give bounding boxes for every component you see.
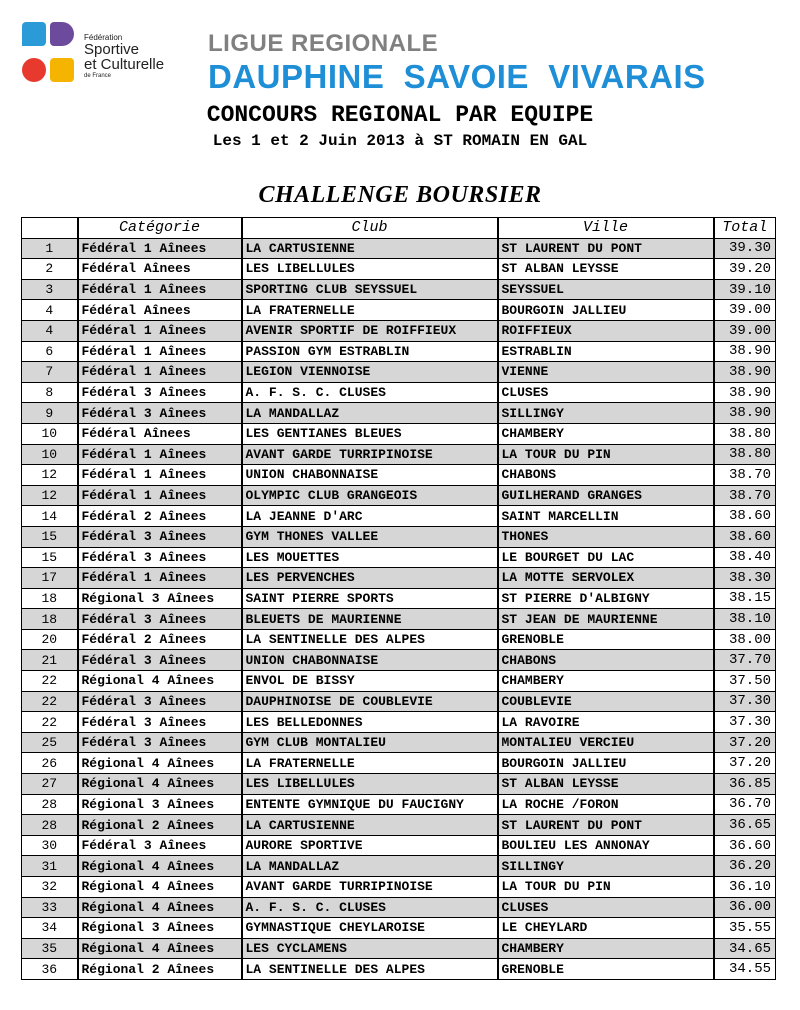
total-cell: 37.20 — [714, 732, 776, 753]
rank-cell: 10 — [22, 444, 78, 465]
rank-cell: 31 — [22, 856, 78, 877]
rank-cell: 18 — [22, 609, 78, 630]
city-cell: ST PIERRE D'ALBIGNY — [498, 588, 714, 609]
table-row — [22, 341, 776, 362]
city-cell: COUBLEVIE — [498, 691, 714, 712]
total-cell: 36.65 — [714, 815, 776, 836]
club-cell: SAINT PIERRE SPORTS — [242, 588, 498, 609]
city-cell: LA RAVOIRE — [498, 712, 714, 733]
club-cell: LA MANDALLAZ — [242, 856, 498, 877]
rank-cell: 4 — [22, 300, 78, 321]
city-cell: SAINT MARCELLIN — [498, 506, 714, 527]
city-cell: LA TOUR DU PIN — [498, 877, 714, 898]
rank-cell: 6 — [22, 341, 78, 362]
rank-cell: 18 — [22, 588, 78, 609]
ligue-title: LIGUE REGIONALE — [208, 30, 439, 57]
category-cell: Fédéral 1 Aînees — [78, 279, 242, 300]
total-cell: 39.20 — [714, 259, 776, 280]
city-cell: LA ROCHE /FORON — [498, 794, 714, 815]
table-row — [22, 650, 776, 671]
total-cell: 34.65 — [714, 938, 776, 959]
category-cell: Régional 4 Aînees — [78, 671, 242, 692]
city-cell: VIENNE — [498, 362, 714, 383]
club-cell: OLYMPIC CLUB GRANGEOIS — [242, 485, 498, 506]
city-cell: THONES — [498, 526, 714, 547]
total-cell: 37.20 — [714, 753, 776, 774]
club-cell: GYMNASTIQUE CHEYLAROISE — [242, 918, 498, 939]
club-cell: DAUPHINOISE DE COUBLEVIE — [242, 691, 498, 712]
total-cell: 38.00 — [714, 629, 776, 650]
rank-cell: 4 — [22, 320, 78, 341]
category-cell: Fédéral 3 Aînees — [78, 835, 242, 856]
city-cell: GRENOBLE — [498, 959, 714, 980]
table-row — [22, 423, 776, 444]
table-row — [22, 279, 776, 300]
city-cell: ST LAURENT DU PONT — [498, 238, 714, 259]
total-cell: 34.55 — [714, 959, 776, 980]
city-cell: ESTRABLIN — [498, 341, 714, 362]
total-cell: 38.80 — [714, 423, 776, 444]
category-cell: Fédéral 1 Aînees — [78, 320, 242, 341]
table-row — [22, 238, 776, 259]
fscf-logo — [22, 22, 202, 102]
club-cell: UNION CHABONNAISE — [242, 465, 498, 486]
column-header-total: Total — [714, 218, 776, 239]
total-cell: 37.50 — [714, 671, 776, 692]
total-cell: 38.70 — [714, 465, 776, 486]
city-cell: ROIFFIEUX — [498, 320, 714, 341]
rank-cell: 14 — [22, 506, 78, 527]
club-cell: LA FRATERNELLE — [242, 753, 498, 774]
city-cell: SILLINGY — [498, 856, 714, 877]
city-cell: LE BOURGET DU LAC — [498, 547, 714, 568]
club-cell: A. F. S. C. CLUSES — [242, 897, 498, 918]
column-header-category: Catégorie — [78, 218, 242, 239]
competition-title: CONCOURS REGIONAL PAR EQUIPE — [206, 102, 594, 128]
category-cell: Fédéral Aînees — [78, 300, 242, 321]
rank-cell: 12 — [22, 465, 78, 486]
category-cell: Régional 4 Aînees — [78, 856, 242, 877]
column-header-rank — [22, 218, 78, 239]
table-row — [22, 609, 776, 630]
total-cell: 38.90 — [714, 403, 776, 424]
city-cell: SILLINGY — [498, 403, 714, 424]
logo-line-2: Sportive — [84, 41, 140, 58]
table-row — [22, 485, 776, 506]
club-cell: PASSION GYM ESTRABLIN — [242, 341, 498, 362]
category-cell: Régional 3 Aînees — [78, 918, 242, 939]
table-row — [22, 732, 776, 753]
table-row — [22, 671, 776, 692]
city-cell: CHAMBERY — [498, 938, 714, 959]
table-row — [22, 526, 776, 547]
club-cell: LES PERVENCHES — [242, 568, 498, 589]
club-cell: BLEUETS DE MAURIENNE — [242, 609, 498, 630]
total-cell: 38.10 — [714, 609, 776, 630]
category-cell: Fédéral 3 Aînees — [78, 609, 242, 630]
category-cell: Fédéral 3 Aînees — [78, 547, 242, 568]
rank-cell: 32 — [22, 877, 78, 898]
total-cell: 37.30 — [714, 712, 776, 733]
table-row — [22, 897, 776, 918]
city-cell: BOURGOIN JALLIEU — [498, 753, 714, 774]
table-row — [22, 506, 776, 527]
rank-cell: 22 — [22, 691, 78, 712]
club-cell: LA CARTUSIENNE — [242, 815, 498, 836]
results-table — [21, 217, 776, 980]
club-cell: UNION CHABONNAISE — [242, 650, 498, 671]
category-cell: Fédéral 1 Aînees — [78, 238, 242, 259]
rank-cell: 28 — [22, 815, 78, 836]
category-cell: Fédéral Aînees — [78, 423, 242, 444]
rank-cell: 3 — [22, 279, 78, 300]
city-cell: BOULIEU LES ANNONAY — [498, 835, 714, 856]
club-cell: ENTENTE GYMNIQUE DU FAUCIGNY — [242, 794, 498, 815]
club-cell: LA SENTINELLE DES ALPES — [242, 629, 498, 650]
city-cell: CHAMBERY — [498, 671, 714, 692]
club-cell: SPORTING CLUB SEYSSUEL — [242, 279, 498, 300]
rank-cell: 8 — [22, 382, 78, 403]
category-cell: Fédéral 3 Aînees — [78, 382, 242, 403]
city-cell: CHAMBERY — [498, 423, 714, 444]
total-cell: 38.60 — [714, 506, 776, 527]
city-cell: CHABONS — [498, 650, 714, 671]
total-cell: 36.10 — [714, 877, 776, 898]
rank-cell: 22 — [22, 712, 78, 733]
total-cell: 36.00 — [714, 897, 776, 918]
rank-cell: 10 — [22, 423, 78, 444]
category-cell: Régional 2 Aînees — [78, 815, 242, 836]
rank-cell: 2 — [22, 259, 78, 280]
competition-dates: Les 1 et 2 Juin 2013 à ST ROMAIN EN GAL — [212, 132, 588, 150]
table-row — [22, 856, 776, 877]
city-cell: CLUSES — [498, 382, 714, 403]
rank-cell: 1 — [22, 238, 78, 259]
table-row — [22, 465, 776, 486]
club-cell: GYM THONES VALLEE — [242, 526, 498, 547]
total-cell: 38.15 — [714, 588, 776, 609]
logo-text — [84, 34, 164, 79]
club-cell: LA SENTINELLE DES ALPES — [242, 959, 498, 980]
city-cell: CHABONS — [498, 465, 714, 486]
total-cell: 38.90 — [714, 382, 776, 403]
challenge-title: CHALLENGE BOURSIER — [258, 182, 542, 208]
table-row — [22, 753, 776, 774]
city-cell: ST LAURENT DU PONT — [498, 815, 714, 836]
table-row — [22, 403, 776, 424]
logo-shape-red — [22, 58, 46, 82]
rank-cell: 20 — [22, 629, 78, 650]
category-cell: Régional 3 Aînees — [78, 794, 242, 815]
total-cell: 37.30 — [714, 691, 776, 712]
table-row — [22, 918, 776, 939]
category-cell: Fédéral 3 Aînees — [78, 650, 242, 671]
category-cell: Fédéral 1 Aînees — [78, 485, 242, 506]
logo-shape-purple — [50, 22, 74, 46]
club-cell: LES LIBELLULES — [242, 774, 498, 795]
total-cell: 38.70 — [714, 485, 776, 506]
club-cell: LA JEANNE D'ARC — [242, 506, 498, 527]
total-cell: 38.90 — [714, 362, 776, 383]
rank-cell: 22 — [22, 671, 78, 692]
club-cell: LES CYCLAMENS — [242, 938, 498, 959]
logo-line-3: et Culturelle — [84, 56, 165, 73]
rank-cell: 36 — [22, 959, 78, 980]
club-cell: AURORE SPORTIVE — [242, 835, 498, 856]
category-cell: Fédéral 1 Aînees — [78, 341, 242, 362]
table-row — [22, 835, 776, 856]
category-cell: Fédéral 1 Aînees — [78, 444, 242, 465]
table-row — [22, 712, 776, 733]
table-row — [22, 959, 776, 980]
logo-shape-yellow — [50, 58, 74, 82]
total-cell: 38.90 — [714, 341, 776, 362]
table-row — [22, 382, 776, 403]
club-cell: LES GENTIANES BLEUES — [242, 423, 498, 444]
category-cell: Régional 3 Aînees — [78, 588, 242, 609]
rank-cell: 33 — [22, 897, 78, 918]
city-cell: MONTALIEU VERCIEU — [498, 732, 714, 753]
category-cell: Fédéral 2 Aînees — [78, 506, 242, 527]
rank-cell: 17 — [22, 568, 78, 589]
city-cell: LE CHEYLARD — [498, 918, 714, 939]
category-cell: Fédéral 3 Aînees — [78, 732, 242, 753]
logo-line-4: de France — [84, 73, 112, 79]
total-cell: 36.85 — [714, 774, 776, 795]
table-header-row — [22, 218, 776, 239]
column-header-club: Club — [242, 218, 498, 239]
table-row — [22, 300, 776, 321]
city-cell: BOURGOIN JALLIEU — [498, 300, 714, 321]
total-cell: 36.60 — [714, 835, 776, 856]
club-cell: LES BELLEDONNES — [242, 712, 498, 733]
city-cell: GUILHERAND GRANGES — [498, 485, 714, 506]
table-row — [22, 362, 776, 383]
club-cell: AVANT GARDE TURRIPINOISE — [242, 444, 498, 465]
total-cell: 38.60 — [714, 526, 776, 547]
club-cell: LA FRATERNELLE — [242, 300, 498, 321]
city-cell: ST ALBAN LEYSSE — [498, 259, 714, 280]
table-row — [22, 877, 776, 898]
rank-cell: 15 — [22, 526, 78, 547]
rank-cell: 30 — [22, 835, 78, 856]
city-cell: ST JEAN DE MAURIENNE — [498, 609, 714, 630]
category-cell: Fédéral 1 Aînees — [78, 568, 242, 589]
category-cell: Régional 4 Aînees — [78, 774, 242, 795]
table-row — [22, 629, 776, 650]
total-cell: 39.00 — [714, 320, 776, 341]
column-header-city: Ville — [498, 218, 714, 239]
total-cell: 35.55 — [714, 918, 776, 939]
category-cell: Régional 4 Aînees — [78, 877, 242, 898]
city-cell: CLUSES — [498, 897, 714, 918]
rank-cell: 12 — [22, 485, 78, 506]
rank-cell: 27 — [22, 774, 78, 795]
rank-cell: 26 — [22, 753, 78, 774]
table-row — [22, 815, 776, 836]
results-body — [22, 238, 776, 979]
club-cell: LES MOUETTES — [242, 547, 498, 568]
rank-cell: 35 — [22, 938, 78, 959]
rank-cell: 15 — [22, 547, 78, 568]
category-cell: Fédéral 1 Aînees — [78, 465, 242, 486]
club-cell: LA CARTUSIENNE — [242, 238, 498, 259]
table-row — [22, 568, 776, 589]
rank-cell: 7 — [22, 362, 78, 383]
club-cell: LA MANDALLAZ — [242, 403, 498, 424]
region-title: DAUPHINE SAVOIE VIVARAIS — [208, 58, 706, 95]
category-cell: Régional 2 Aînees — [78, 959, 242, 980]
category-cell: Fédéral 2 Aînees — [78, 629, 242, 650]
logo-shape-blue — [22, 22, 46, 46]
rank-cell: 28 — [22, 794, 78, 815]
category-cell: Régional 4 Aînees — [78, 938, 242, 959]
table-row — [22, 320, 776, 341]
category-cell: Fédéral Aînees — [78, 259, 242, 280]
total-cell: 36.70 — [714, 794, 776, 815]
club-cell: ENVOL DE BISSY — [242, 671, 498, 692]
table-row — [22, 547, 776, 568]
rank-cell: 21 — [22, 650, 78, 671]
table-row — [22, 259, 776, 280]
rank-cell: 25 — [22, 732, 78, 753]
city-cell: GRENOBLE — [498, 629, 714, 650]
rank-cell: 34 — [22, 918, 78, 939]
category-cell: Fédéral 3 Aînees — [78, 403, 242, 424]
total-cell: 39.00 — [714, 300, 776, 321]
city-cell: LA MOTTE SERVOLEX — [498, 568, 714, 589]
club-cell: AVENIR SPORTIF DE ROIFFIEUX — [242, 320, 498, 341]
rank-cell: 9 — [22, 403, 78, 424]
city-cell: LA TOUR DU PIN — [498, 444, 714, 465]
category-cell: Fédéral 3 Aînees — [78, 526, 242, 547]
city-cell: SEYSSUEL — [498, 279, 714, 300]
club-cell: AVANT GARDE TURRIPINOISE — [242, 877, 498, 898]
club-cell: LEGION VIENNOISE — [242, 362, 498, 383]
total-cell: 37.70 — [714, 650, 776, 671]
category-cell: Fédéral 3 Aînees — [78, 712, 242, 733]
total-cell: 39.30 — [714, 238, 776, 259]
total-cell: 38.30 — [714, 568, 776, 589]
total-cell: 39.10 — [714, 279, 776, 300]
club-cell: LES LIBELLULES — [242, 259, 498, 280]
logo-line-1: Fédération — [84, 33, 123, 42]
table-row — [22, 588, 776, 609]
table-row — [22, 938, 776, 959]
total-cell: 38.40 — [714, 547, 776, 568]
table-row — [22, 444, 776, 465]
total-cell: 36.20 — [714, 856, 776, 877]
category-cell: Régional 4 Aînees — [78, 897, 242, 918]
table-row — [22, 774, 776, 795]
club-cell: GYM CLUB MONTALIEU — [242, 732, 498, 753]
table-row — [22, 691, 776, 712]
club-cell: A. F. S. C. CLUSES — [242, 382, 498, 403]
total-cell: 38.80 — [714, 444, 776, 465]
table-row — [22, 794, 776, 815]
city-cell: ST ALBAN LEYSSE — [498, 774, 714, 795]
category-cell: Fédéral 1 Aînees — [78, 362, 242, 383]
category-cell: Régional 4 Aînees — [78, 753, 242, 774]
category-cell: Fédéral 3 Aînees — [78, 691, 242, 712]
